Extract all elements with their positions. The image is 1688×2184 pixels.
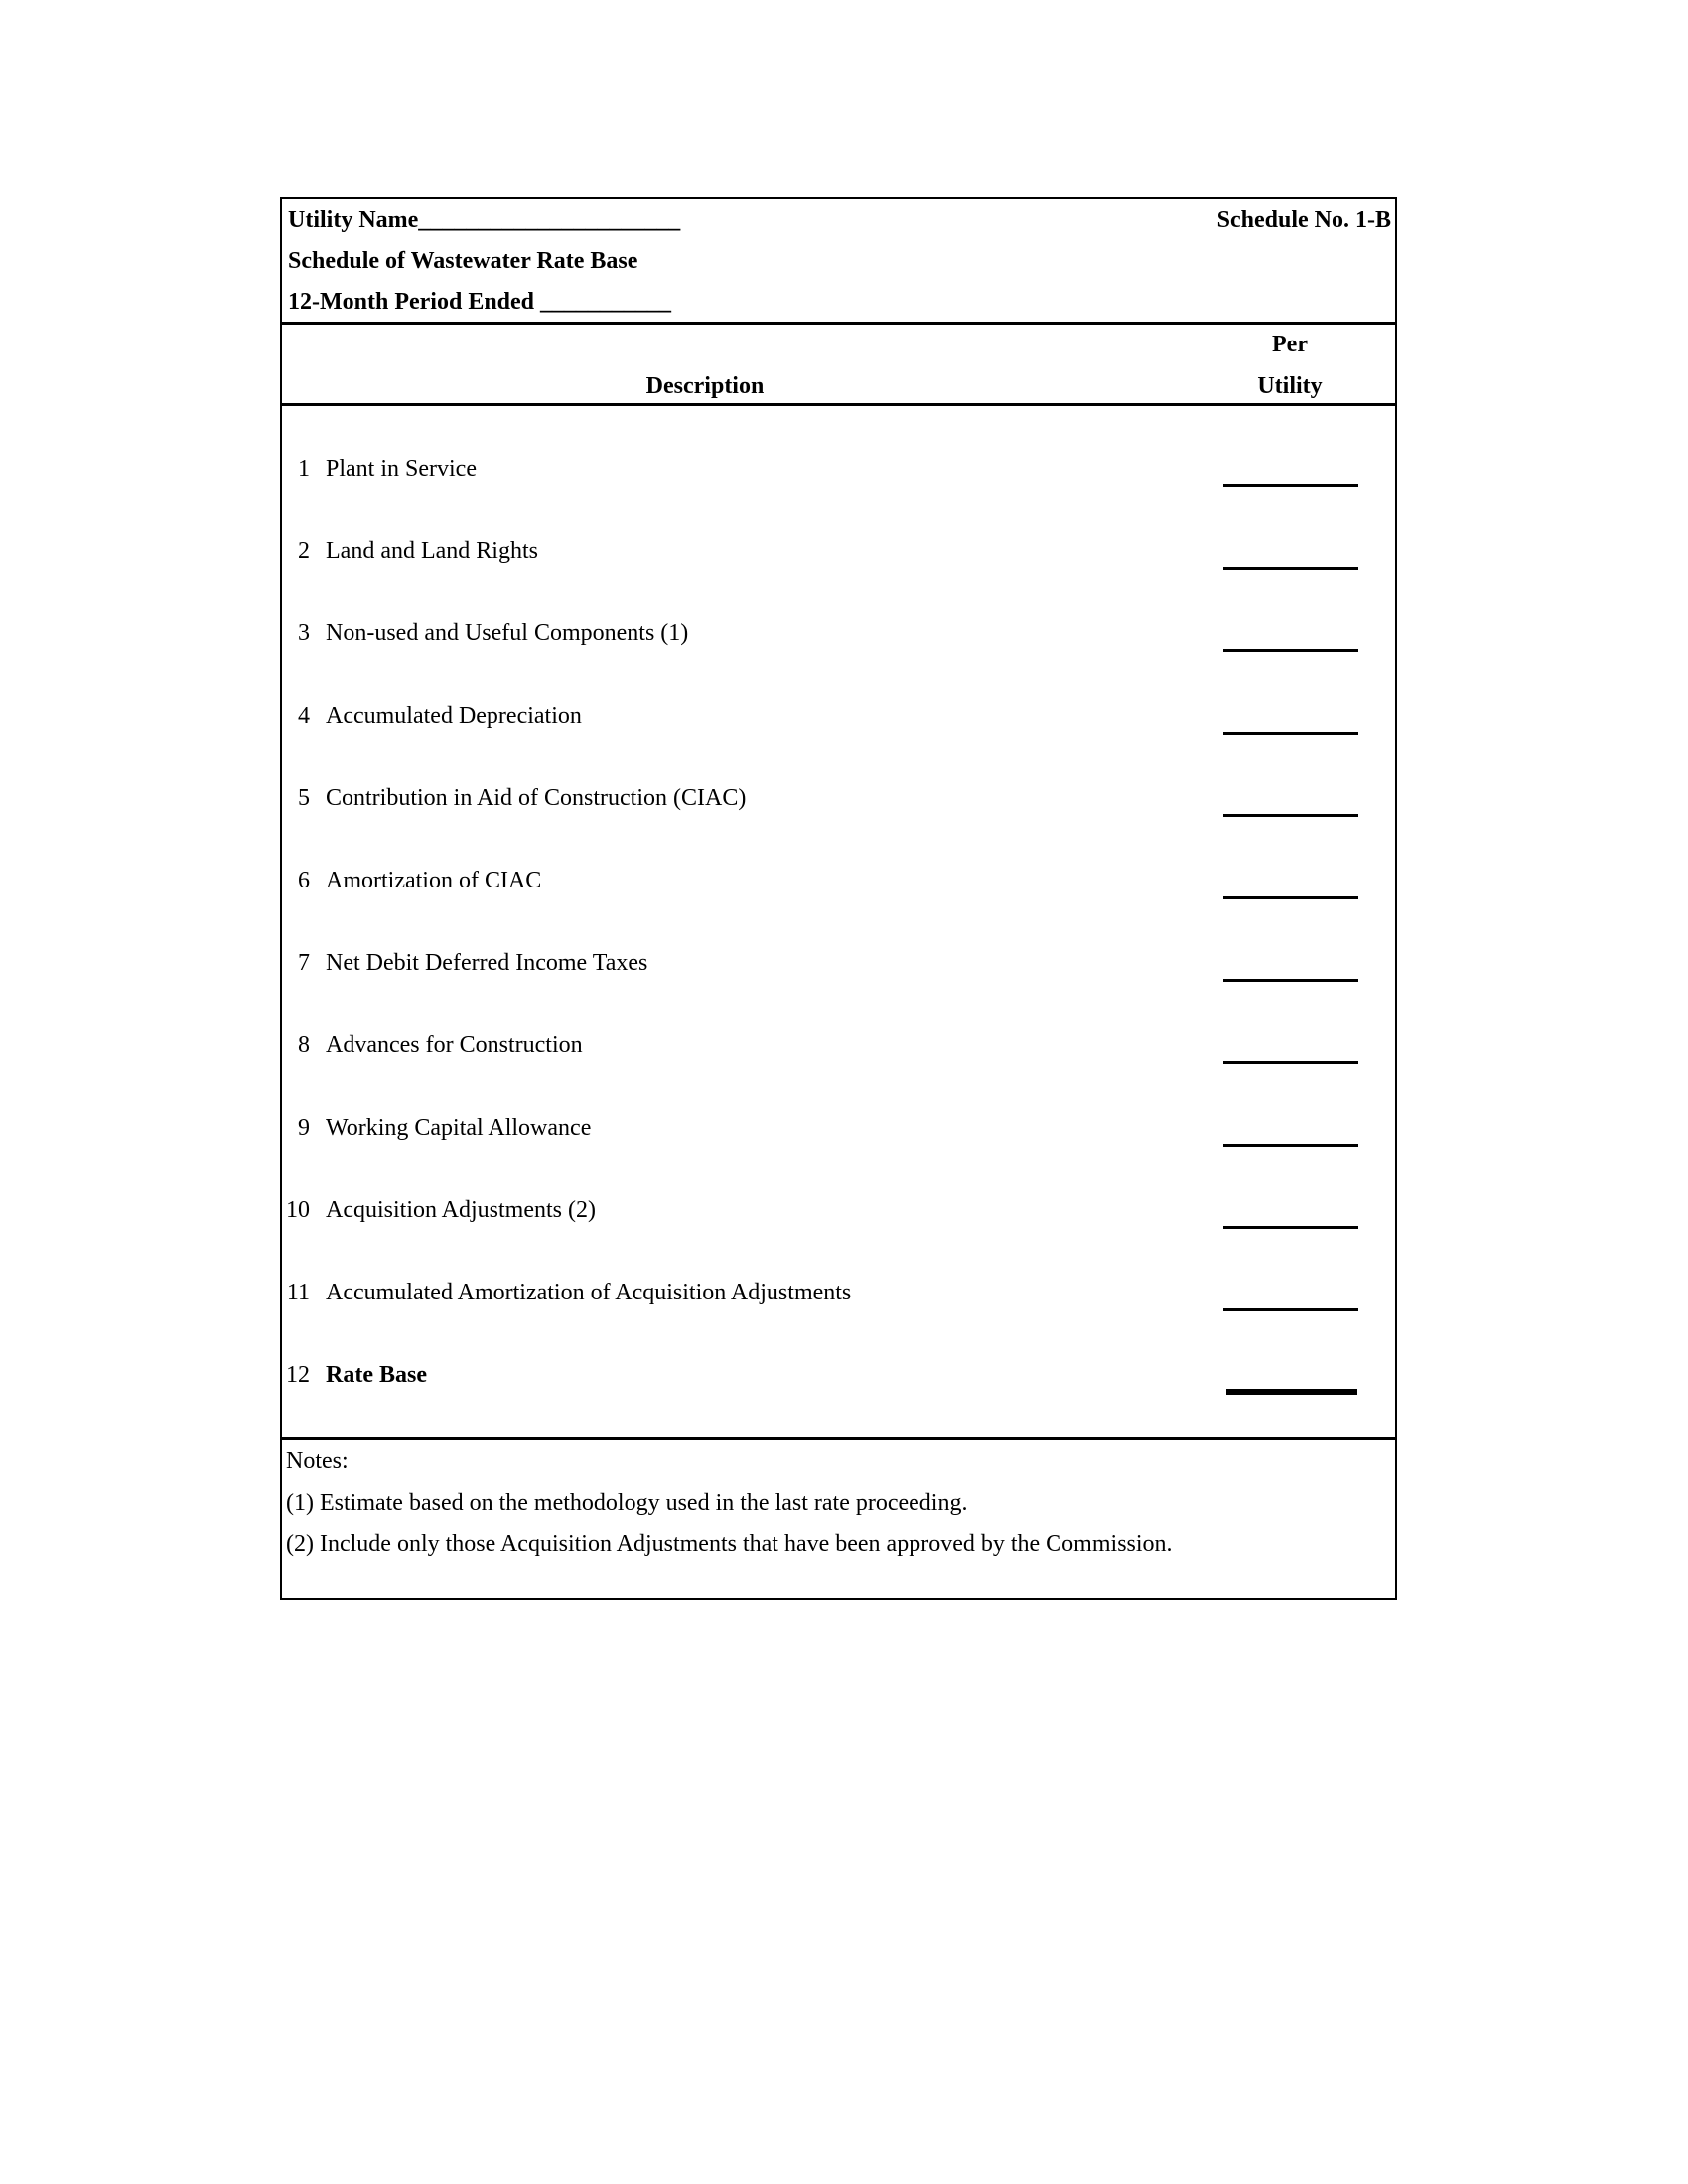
notes-heading: Notes:	[286, 1448, 349, 1474]
total-amount-field[interactable]	[1226, 1389, 1357, 1395]
row-number: 8	[298, 1032, 310, 1058]
amount-field[interactable]	[1223, 1308, 1358, 1311]
row-label: Amortization of CIAC	[326, 868, 542, 893]
utility-name-label: Utility Name______________________	[288, 207, 681, 233]
row-label: Accumulated Depreciation	[326, 703, 582, 729]
amount-field[interactable]	[1223, 1226, 1358, 1229]
row-label: Rate Base	[326, 1362, 427, 1388]
row-label: Land and Land Rights	[326, 538, 538, 564]
row-number: 10	[286, 1197, 310, 1223]
amount-field[interactable]	[1223, 1144, 1358, 1147]
row-label: Working Capital Allowance	[326, 1115, 592, 1141]
utility-name-field[interactable]: ______________________	[418, 207, 681, 233]
row-label: Advances for Construction	[326, 1032, 583, 1058]
header-divider	[282, 322, 1395, 325]
row-number: 6	[298, 868, 310, 893]
row-label: Acquisition Adjustments (2)	[326, 1197, 596, 1223]
notes-divider	[282, 1437, 1395, 1440]
row-number: 9	[298, 1115, 310, 1141]
period-ended-field[interactable]: ___________	[540, 289, 672, 315]
row-label: Net Debit Deferred Income Taxes	[326, 950, 648, 976]
column-header-description: Description	[645, 373, 765, 399]
row-label: Accumulated Amortization of Acquisition Adjustments	[326, 1280, 852, 1305]
row-number: 2	[298, 538, 310, 564]
schedule-number: Schedule No. 1-B	[1216, 207, 1391, 233]
amount-field[interactable]	[1223, 567, 1358, 570]
column-header-divider	[282, 403, 1395, 406]
amount-field[interactable]	[1223, 979, 1358, 982]
row-number: 5	[298, 785, 310, 811]
amount-field[interactable]	[1223, 649, 1358, 652]
amount-field[interactable]	[1223, 814, 1358, 817]
row-number: 12	[286, 1362, 310, 1388]
rate-base-schedule-form	[280, 197, 1397, 1600]
column-header-utility: Utility	[1257, 373, 1323, 399]
row-label: Contribution in Aid of Construction (CIAC)	[326, 785, 747, 811]
amount-field[interactable]	[1223, 732, 1358, 735]
row-number: 4	[298, 703, 310, 729]
note-1: (1) Estimate based on the methodology used in the last rate proceeding.	[286, 1490, 968, 1516]
column-header-per: Per	[1272, 332, 1308, 357]
amount-field[interactable]	[1223, 484, 1358, 487]
row-number: 1	[298, 456, 310, 481]
note-2: (2) Include only those Acquisition Adjustments that have been approved by the Commission.	[286, 1531, 1173, 1557]
row-label: Plant in Service	[326, 456, 477, 481]
row-label: Non-used and Useful Components (1)	[326, 620, 689, 646]
amount-field[interactable]	[1223, 896, 1358, 899]
row-number: 7	[298, 950, 310, 976]
schedule-title: Schedule of Wastewater Rate Base	[288, 248, 638, 274]
row-number: 11	[286, 1280, 310, 1305]
period-ended-label: 12-Month Period Ended ___________	[288, 289, 672, 315]
row-number: 3	[298, 620, 310, 646]
amount-field[interactable]	[1223, 1061, 1358, 1064]
